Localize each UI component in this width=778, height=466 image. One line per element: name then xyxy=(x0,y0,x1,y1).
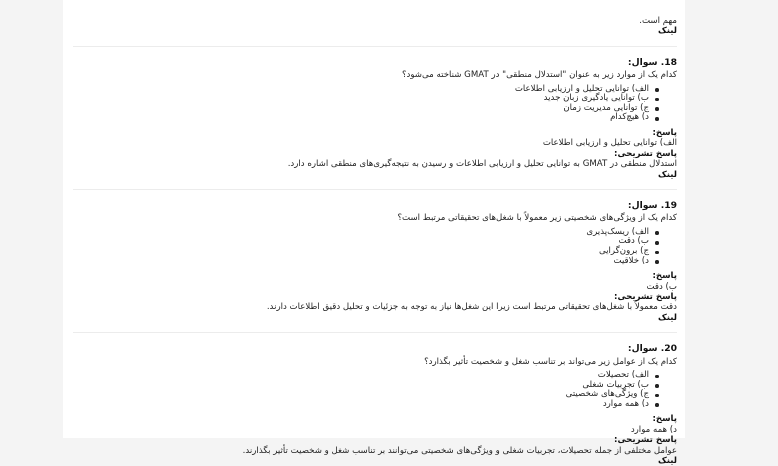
answer-label: پاسخ: xyxy=(652,414,677,425)
option-item: ب) دقت xyxy=(73,237,649,247)
answer-text: د) همه موارد xyxy=(630,424,677,435)
answer-label: پاسخ: xyxy=(652,271,677,282)
option-item: الف) توانایی تحلیل و ارزیابی اطلاعات xyxy=(73,85,649,95)
option-item: ج) برون‌گرایی xyxy=(73,247,649,257)
question-title: 20. سوال: xyxy=(627,343,677,355)
explanation-text: دقت معمولاً با شغل‌های تحقیقاتی مرتبط است زیرا این شغل‌ها نیاز به توجه به جزئیات و تحلیل دقیق اطلاعات دارند. xyxy=(266,302,677,313)
explanation-label: پاسخ تشریحی: xyxy=(614,435,677,446)
option-item: ب) تجربیات شغلی xyxy=(73,381,649,391)
explanation-label: پاسخ تشریحی: xyxy=(614,292,677,303)
question-text: کدام یک از موارد زیر به عنوان "استدلال منطقی" در GMAT شناخته می‌شود؟ xyxy=(401,70,677,81)
option-item: ب) توانایی یادگیری زبان جدید xyxy=(73,94,649,104)
divider xyxy=(73,46,677,47)
answer-text: الف) توانایی تحلیل و ارزیابی اطلاعات xyxy=(542,138,677,149)
previous-link[interactable]: لینک xyxy=(657,26,677,37)
question-title: 18. سوال: xyxy=(627,56,677,68)
option-item: د) خلاقیت xyxy=(73,257,649,267)
explanation-text: عوامل مختلفی از جمله تحصیلات، تجربیات شغلی و ویژگی‌های شخصیتی می‌توانند بر تناسب شغل و شخصیت تأثیر بگذارند. xyxy=(242,445,677,456)
answer-label: پاسخ: xyxy=(652,128,677,138)
question-block-18 xyxy=(73,58,677,180)
question-link[interactable]: لینک xyxy=(657,169,677,180)
options-list xyxy=(73,371,677,409)
option-item: د) هیچ‌کدام xyxy=(73,113,649,123)
options-list xyxy=(73,228,677,266)
options-list xyxy=(73,85,677,123)
divider xyxy=(73,189,677,190)
previous-explanation-tail: مهم است. xyxy=(639,16,677,26)
document-page xyxy=(63,0,685,466)
divider xyxy=(73,332,677,333)
option-item: الف) ریسک‌پذیری xyxy=(73,228,649,238)
question-block-19 xyxy=(73,201,677,323)
question-title: 19. سوال: xyxy=(627,200,677,212)
option-item: ج) توانایی مدیریت زمان xyxy=(73,104,649,114)
document-content xyxy=(63,16,685,466)
question-link[interactable]: لینک xyxy=(657,312,677,323)
option-item: الف) تحصیلات xyxy=(73,371,649,381)
option-item: د) همه موارد xyxy=(73,400,649,410)
question-link[interactable]: لینک xyxy=(657,456,677,466)
question-text: کدام یک از عوامل زیر می‌تواند بر تناسب شغل و شخصیت تأثیر بگذارد؟ xyxy=(424,356,677,367)
explanation-label: پاسخ تشریحی: xyxy=(614,148,677,159)
answer-text: ب) دقت xyxy=(646,281,677,292)
option-item: ج) ویژگی‌های شخصیتی xyxy=(73,390,649,400)
question-text: کدام یک از ویژگی‌های شخصیتی زیر معمولاً با شغل‌های تحقیقاتی مرتبط است؟ xyxy=(397,213,677,224)
explanation-text: استدلال منطقی در GMAT به توانایی تحلیل و ارزیابی اطلاعات و رسیدن به نتیجه‌گیری‌های منطقی اشاره دارد. xyxy=(287,159,677,170)
question-block-20 xyxy=(73,344,677,466)
